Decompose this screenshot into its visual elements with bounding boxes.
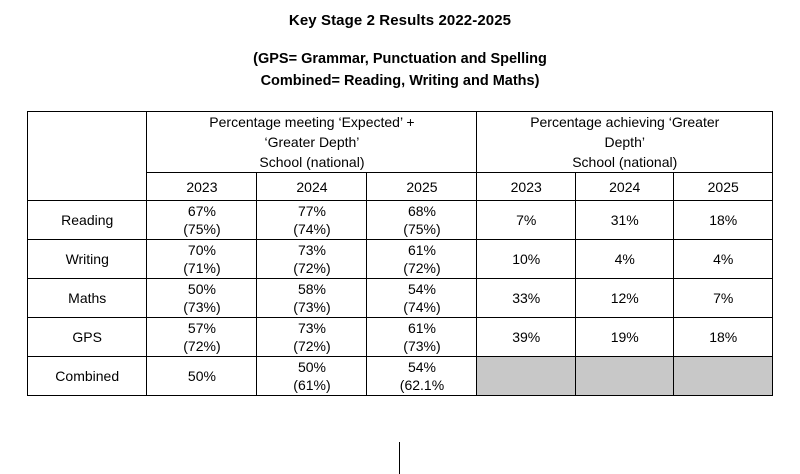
table-row — [28, 201, 773, 240]
value-national: (75%) — [183, 221, 221, 238]
value-national: (62.1% — [399, 377, 445, 394]
value-national: (75%) — [403, 221, 441, 238]
subtitle-line-2: Combined= Reading, Writing and Maths) — [260, 72, 540, 89]
cell-maths-expected-2025 — [367, 279, 477, 318]
cell-reading-gd-2023: 7% — [477, 201, 575, 240]
cell-writing-expected-2024 — [257, 240, 367, 279]
row-label-maths: Maths — [28, 279, 147, 318]
value-school: 73% — [297, 241, 326, 258]
value-national: (72%) — [183, 338, 221, 355]
cell-gps-gd-2025: 18% — [674, 318, 773, 357]
cell-gps-gd-2024: 19% — [575, 318, 673, 357]
table-tail-line — [399, 442, 400, 474]
value-school: 50% — [187, 367, 216, 384]
value-national: (73%) — [183, 299, 221, 316]
cell-reading-expected-2024 — [257, 201, 367, 240]
year-header-gd-2024: 2024 — [575, 173, 673, 201]
cell-combined-expected-2025 — [367, 357, 477, 396]
value-school: 68% — [407, 202, 436, 219]
group-header-expected-line-1: Percentage meeting ‘Expected’ + — [209, 113, 415, 130]
value-national: (73%) — [293, 299, 331, 316]
value-national: (74%) — [293, 221, 331, 238]
value-school: 61% — [407, 319, 436, 336]
cell-gps-expected-2024 — [257, 318, 367, 357]
year-header-gd-2023: 2023 — [477, 173, 575, 201]
row-label-writing: Writing — [28, 240, 147, 279]
group-header-greater-depth — [477, 111, 773, 173]
cell-combined-gd-2023 — [477, 357, 575, 396]
row-label-gps: GPS — [28, 318, 147, 357]
value-school: 57% — [187, 319, 216, 336]
cell-combined-expected-2024 — [257, 357, 367, 396]
cell-gps-expected-2023 — [147, 318, 257, 357]
cell-writing-gd-2025: 4% — [674, 240, 773, 279]
value-school: 67% — [187, 202, 216, 219]
group-header-gd-line-1: Percentage achieving ‘Greater — [530, 113, 720, 130]
cell-writing-gd-2023: 10% — [477, 240, 575, 279]
value-school: 58% — [297, 280, 326, 297]
year-header-expected-2024: 2024 — [257, 173, 367, 201]
value-national: (72%) — [403, 260, 441, 277]
value-school: 54% — [407, 358, 436, 375]
results-table — [27, 111, 773, 397]
table-group-header-row — [28, 111, 773, 173]
cell-maths-expected-2024 — [257, 279, 367, 318]
cell-combined-expected-2023 — [147, 357, 257, 396]
value-national: (72%) — [293, 260, 331, 277]
cell-reading-gd-2025: 18% — [674, 201, 773, 240]
cell-gps-gd-2023: 39% — [477, 318, 575, 357]
value-school: 73% — [297, 319, 326, 336]
cell-reading-expected-2025 — [367, 201, 477, 240]
cell-maths-gd-2025: 7% — [674, 279, 773, 318]
group-header-expected — [147, 111, 477, 173]
year-header-expected-2025: 2025 — [367, 173, 477, 201]
value-school: 61% — [407, 241, 436, 258]
cell-combined-gd-2024 — [575, 357, 673, 396]
value-national: (73%) — [403, 338, 441, 355]
value-national: (71%) — [183, 260, 221, 277]
year-header-expected-2023: 2023 — [147, 173, 257, 201]
value-national: (74%) — [403, 299, 441, 316]
table-row — [28, 240, 773, 279]
row-label-reading: Reading — [28, 201, 147, 240]
subtitle-line-1: (GPS= Grammar, Punctuation and Spelling — [253, 51, 547, 67]
value-school: 77% — [297, 202, 326, 219]
table-row — [28, 279, 773, 318]
page-title: Key Stage 2 Results 2022-2025 — [288, 12, 512, 29]
cell-maths-gd-2023: 33% — [477, 279, 575, 318]
value-school: 50% — [187, 280, 216, 297]
cell-maths-expected-2023 — [147, 279, 257, 318]
cell-writing-expected-2023 — [147, 240, 257, 279]
value-school: 54% — [407, 280, 436, 297]
table-row — [28, 318, 773, 357]
group-header-expected-line-3: School (national) — [259, 154, 365, 171]
table-corner-cell — [28, 111, 147, 201]
cell-writing-gd-2024: 4% — [575, 240, 673, 279]
group-header-expected-line-2: ‘Greater Depth’ — [264, 133, 360, 150]
year-header-gd-2025: 2025 — [674, 173, 773, 201]
cell-gps-expected-2025 — [367, 318, 477, 357]
document-page — [0, 12, 800, 474]
cell-reading-expected-2023 — [147, 201, 257, 240]
row-label-combined: Combined — [28, 357, 147, 396]
cell-combined-gd-2025 — [674, 357, 773, 396]
cell-reading-gd-2024: 31% — [575, 201, 673, 240]
results-table-wrapper — [27, 111, 773, 397]
value-national: (61%) — [293, 377, 331, 394]
page-subtitle — [0, 49, 800, 93]
value-school: 50% — [297, 358, 326, 375]
group-header-gd-line-3: School (national) — [572, 154, 678, 171]
cell-writing-expected-2025 — [367, 240, 477, 279]
group-header-gd-line-2: Depth’ — [604, 133, 645, 150]
table-row — [28, 357, 773, 396]
value-school: 70% — [187, 241, 216, 258]
cell-maths-gd-2024: 12% — [575, 279, 673, 318]
value-national: (72%) — [293, 338, 331, 355]
